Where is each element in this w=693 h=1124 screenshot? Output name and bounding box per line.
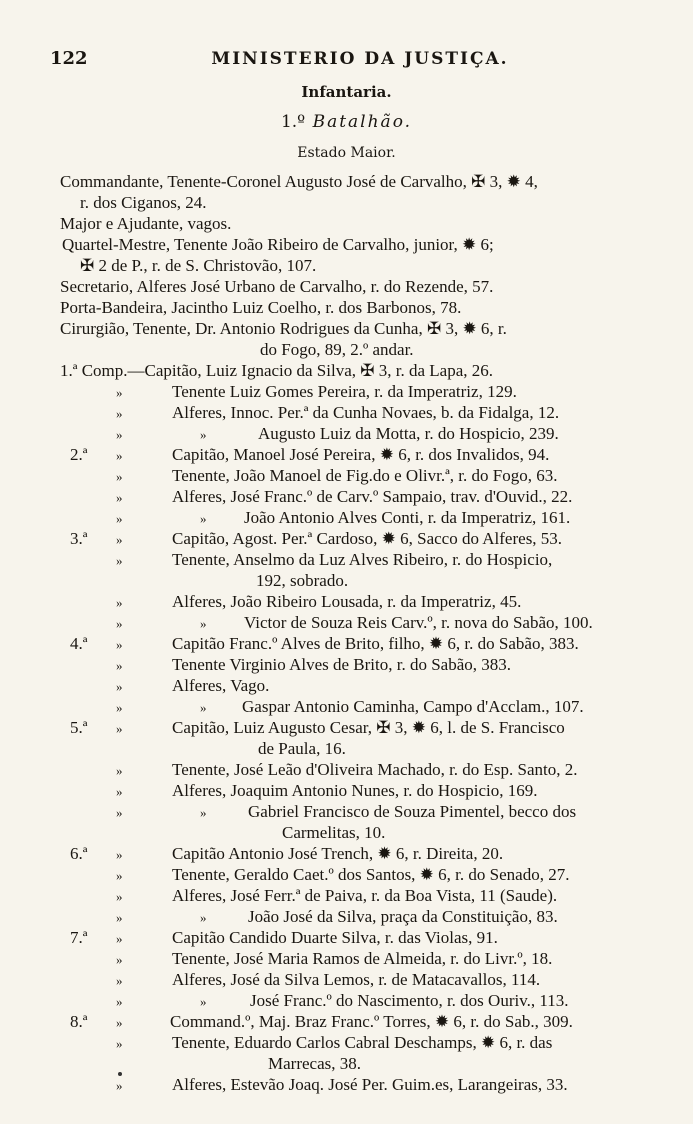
entry-line: 192, sobrado. bbox=[256, 571, 349, 590]
entry-line: João José da Silva, praça da Constituição, 83. bbox=[248, 907, 558, 926]
entry-line: Cirurgião, Tenente, Dr. Antonio Rodrigues da Cunha, ✠ 3, ✹ 6, r. bbox=[60, 319, 507, 338]
ditto-mark: » bbox=[116, 784, 123, 799]
ditto-mark: » bbox=[200, 910, 207, 925]
entry-line: Alferes, Innoc. Per.ª da Cunha Novaes, b. da Fidalga, 12. bbox=[172, 403, 560, 422]
ditto-mark: » bbox=[116, 679, 123, 694]
ditto-mark: » bbox=[116, 511, 123, 526]
ditto-mark: » bbox=[200, 994, 207, 1009]
entry-line: Tenente, Anselmo da Luz Alves Ribeiro, r. do Hospicio, bbox=[172, 550, 553, 569]
company-label: 2.ª bbox=[70, 445, 88, 464]
entry-line: Tenente, Eduardo Carlos Cabral Deschamps, ✹ 6, r. das bbox=[172, 1033, 553, 1052]
battalion-name: Batalhão. bbox=[312, 112, 413, 132]
ditto-mark: » bbox=[116, 868, 123, 883]
entry-line: Capitão Antonio José Trench, ✹ 6, r. Direita, 20. bbox=[172, 844, 504, 863]
running-title: MINISTERIO DA JUSTIÇA. bbox=[211, 49, 509, 69]
entry-line: José Franc.º do Nascimento, r. dos Ouriv., 113. bbox=[250, 991, 569, 1010]
company-label: 3.ª bbox=[70, 529, 88, 548]
ditto-mark: » bbox=[116, 490, 123, 505]
entry-line: Tenente, José Maria Ramos de Almeida, r. do Livr.º, 18. bbox=[172, 949, 553, 968]
ditto-mark: » bbox=[116, 847, 123, 862]
entry-line: Alferes, José da Silva Lemos, r. de Matacavallos, 114. bbox=[172, 970, 541, 989]
entry-line: Tenente Luiz Gomes Pereira, r. da Imperatriz, 129. bbox=[172, 382, 517, 401]
entry-line: Augusto Luiz da Motta, r. do Hospicio, 239. bbox=[258, 424, 559, 443]
entry-line: Gaspar Antonio Caminha, Campo d'Acclam., 107. bbox=[242, 697, 584, 716]
ditto-mark: » bbox=[116, 994, 123, 1009]
entry-line: Alferes, José Franc.º de Carv.º Sampaio, trav. d'Ouvid., 22. bbox=[172, 487, 573, 506]
ditto-mark: » bbox=[200, 805, 207, 820]
battalion-heading bbox=[0, 112, 693, 132]
ditto-mark: » bbox=[116, 952, 123, 967]
ditto-mark: » bbox=[116, 721, 123, 736]
entry-line: ✠ 2 de P., r. de S. Christovão, 107. bbox=[80, 256, 317, 275]
page-header bbox=[0, 48, 693, 72]
section-heading: Infantaria. bbox=[301, 83, 392, 101]
entry-line: Capitão, Luiz Augusto Cesar, ✠ 3, ✹ 6, l. de S. Francisco bbox=[172, 718, 565, 737]
entry-line: Major e Ajudante, vagos. bbox=[60, 214, 232, 233]
ditto-mark: » bbox=[116, 532, 123, 547]
page-number: 122 bbox=[50, 48, 88, 69]
entry-line: Tenente, José Leão d'Oliveira Machado, r. do Esp. Santo, 2. bbox=[172, 760, 578, 779]
ditto-mark: » bbox=[116, 973, 123, 988]
ditto-mark: » bbox=[116, 805, 123, 820]
ditto-mark: » bbox=[116, 931, 123, 946]
entry-line: Gabriel Francisco de Souza Pimentel, becco dos bbox=[248, 802, 577, 821]
entry-line: r. dos Ciganos, 24. bbox=[80, 193, 207, 212]
staff-heading: Estado Maior. bbox=[297, 145, 396, 161]
entry-line: do Fogo, 89, 2.º andar. bbox=[260, 340, 414, 359]
ditto-mark: » bbox=[116, 889, 123, 904]
company-label: 4.ª bbox=[70, 634, 88, 653]
entry-line: Tenente, Geraldo Caet.º dos Santos, ✹ 6, r. do Senado, 27. bbox=[172, 865, 570, 884]
entry-line: Porta-Bandeira, Jacintho Luiz Coelho, r. dos Barbonos, 78. bbox=[60, 298, 462, 317]
ditto-mark: » bbox=[116, 700, 123, 715]
entry-line: Capitão, Agost. Per.ª Cardoso, ✹ 6, Sacco do Alferes, 53. bbox=[172, 529, 563, 548]
ditto-mark: » bbox=[200, 511, 207, 526]
company-label: 5.ª bbox=[70, 718, 88, 737]
ditto-mark: » bbox=[116, 763, 123, 778]
entry-line: Commandante, Tenente-Coronel Augusto José de Carvalho, ✠ 3, ✹ 4, bbox=[60, 172, 538, 191]
entry-line: João Antonio Alves Conti, r. da Imperatriz, 161. bbox=[244, 508, 571, 527]
ditto-mark: » bbox=[116, 637, 123, 652]
entry-line: Capitão Candido Duarte Silva, r. das Violas, 91. bbox=[172, 928, 498, 947]
entry-line: Capitão, Manoel José Pereira, ✹ 6, r. dos Invalidos, 94. bbox=[172, 445, 550, 464]
entry-line: 1.ª Comp.—Capitão, Luiz Ignacio da Silva, ✠ 3, r. da Lapa, 26. bbox=[60, 361, 493, 380]
battalion-ordinal: 1.º bbox=[280, 112, 306, 132]
entry-line: Marrecas, 38. bbox=[268, 1054, 361, 1073]
company-label: 8.ª bbox=[70, 1012, 88, 1031]
ditto-mark: » bbox=[200, 427, 207, 442]
ditto-mark: » bbox=[116, 553, 123, 568]
ditto-mark: » bbox=[116, 595, 123, 610]
entry-line: Secretario, Alferes José Urbano de Carvalho, r. do Rezende, 57. bbox=[60, 277, 494, 296]
entry-line: Tenente, João Manoel de Fig.do e Olivr.ª, r. do Fogo, 63. bbox=[172, 466, 558, 485]
entry-line: Tenente Virginio Alves de Brito, r. do Sabão, 383. bbox=[172, 655, 512, 674]
entry-line: Alferes, José Ferr.ª de Paiva, r. da Boa Vista, 11 (Saude). bbox=[172, 886, 558, 905]
ditto-mark: » bbox=[116, 427, 123, 442]
entry-line: Carmelitas, 10. bbox=[282, 823, 386, 842]
ditto-mark: » bbox=[200, 616, 207, 631]
company-label: 7.ª bbox=[70, 928, 88, 947]
entry-line: Command.º, Maj. Braz Franc.º Torres, ✹ 6, r. do Sab., 309. bbox=[170, 1012, 573, 1031]
ditto-mark: » bbox=[116, 658, 123, 673]
entry-line: Capitão Franc.º Alves de Brito, filho, ✹ 6, r. do Sabão, 383. bbox=[172, 634, 579, 653]
ditto-mark: » bbox=[116, 1036, 123, 1051]
entry-line: Alferes, Vago. bbox=[172, 676, 270, 695]
ditto-mark: » bbox=[116, 406, 123, 421]
ditto-mark: » bbox=[116, 1078, 123, 1093]
company-label: 6.ª bbox=[70, 844, 88, 863]
entry-line: Alferes, João Ribeiro Lousada, r. da Imperatriz, 45. bbox=[172, 592, 522, 611]
ditto-mark: » bbox=[116, 385, 123, 400]
ditto-mark: » bbox=[116, 469, 123, 484]
ditto-mark: » bbox=[200, 700, 207, 715]
ditto-mark: » bbox=[116, 448, 123, 463]
entry-line: Victor de Souza Reis Carv.º, r. nova do Sabão, 100. bbox=[244, 613, 593, 632]
entry-line: de Paula, 16. bbox=[258, 739, 346, 758]
entry-line: Quartel-Mestre, Tenente João Ribeiro de Carvalho, junior, ✹ 6; bbox=[62, 235, 494, 254]
ink-dot bbox=[118, 1072, 122, 1076]
entry-line: Alferes, Joaquim Antonio Nunes, r. do Hospicio, 169. bbox=[172, 781, 538, 800]
ditto-mark: » bbox=[116, 616, 123, 631]
ditto-mark: » bbox=[116, 910, 123, 925]
ditto-mark: » bbox=[116, 1015, 123, 1030]
entry-line: Alferes, Estevão Joaq. José Per. Guim.es, Larangeiras, 33. bbox=[172, 1075, 568, 1094]
